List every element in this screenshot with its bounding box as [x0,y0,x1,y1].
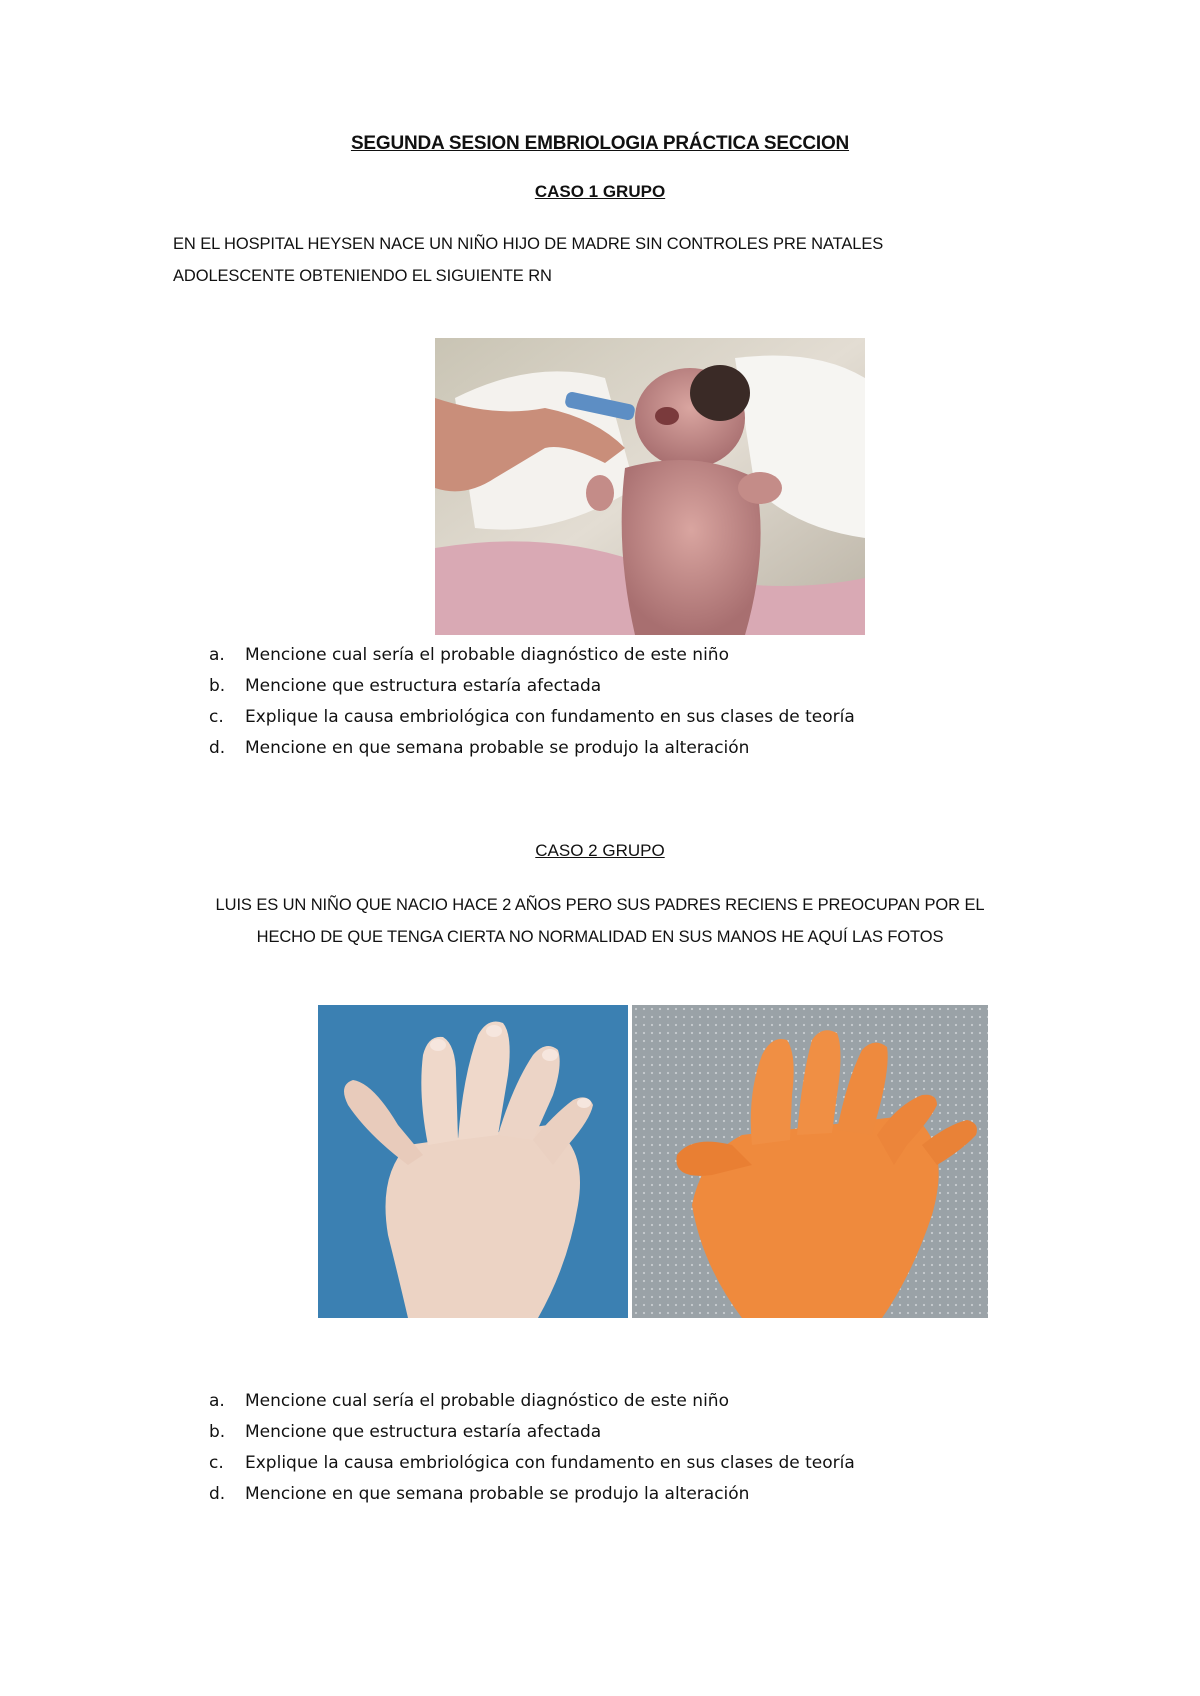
case1-questions [205,640,855,764]
hand-photo-blue-graphic [318,1005,628,1318]
question-text: Mencione en que semana probable se produjo la alteración [245,1484,750,1504]
hand-photo-gray-graphic [632,1005,988,1318]
question-text: Mencione en que semana probable se produjo la alteración [245,738,750,758]
case2-question-d [205,1479,855,1510]
question-text: Mencione que estructura estaría afectada [245,676,602,696]
question-text: Mencione cual sería el probable diagnóstico de este niño [245,1391,729,1411]
case1-description [173,228,1073,292]
question-marker: a. [209,1391,225,1411]
case2-description-line2: HECHO DE QUE TENGA CIERTA NO NORMALIDAD EN SUS MANOS HE AQUÍ LAS FOTOS [256,928,944,946]
question-marker: b. [209,676,226,696]
case1-description-line2: ADOLESCENTE OBTENIENDO EL SIGUIENTE RN [173,267,552,285]
case1-question-a [205,640,855,671]
case2-question-c [205,1448,855,1479]
question-text: Explique la causa embriológica con fundamento en sus clases de teoría [245,707,855,727]
case2-description [150,889,1050,953]
question-marker: b. [209,1422,226,1442]
question-marker: c. [209,707,224,727]
case1-question-c [205,702,855,733]
document-title: SEGUNDA SESION EMBRIOLOGIA PRÁCTICA SECCION [350,133,850,154]
case1-description-line1: EN EL HOSPITAL HEYSEN NACE UN NIÑO HIJO DE MADRE SIN CONTROLES PRE NATALES [173,235,884,253]
question-marker: d. [209,1484,226,1504]
question-text: Mencione cual sería el probable diagnóstico de este niño [245,645,729,665]
hand-photo-gray-background [632,1005,988,1318]
case2-question-a [205,1386,855,1417]
case2-question-b [205,1417,855,1448]
case2-description-line1: LUIS ES UN NIÑO QUE NACIO HACE 2 AÑOS PERO SUS PADRES RECIENS E PREOCUPAN POR EL [215,896,985,914]
case1-question-b [205,671,855,702]
question-text: Mencione que estructura estaría afectada [245,1422,602,1442]
question-text: Explique la causa embriológica con fundamento en sus clases de teoría [245,1453,855,1473]
hand-photo-blue-background [318,1005,628,1318]
case2-questions [205,1386,855,1510]
case1-heading: CASO 1 GRUPO [534,182,666,201]
newborn-photo-graphic [435,338,865,635]
case2-heading: CASO 2 GRUPO [535,841,665,860]
question-marker: d. [209,738,226,758]
newborn-photo [435,338,865,635]
question-marker: a. [209,645,225,665]
case1-question-d [205,733,855,764]
question-marker: c. [209,1453,224,1473]
